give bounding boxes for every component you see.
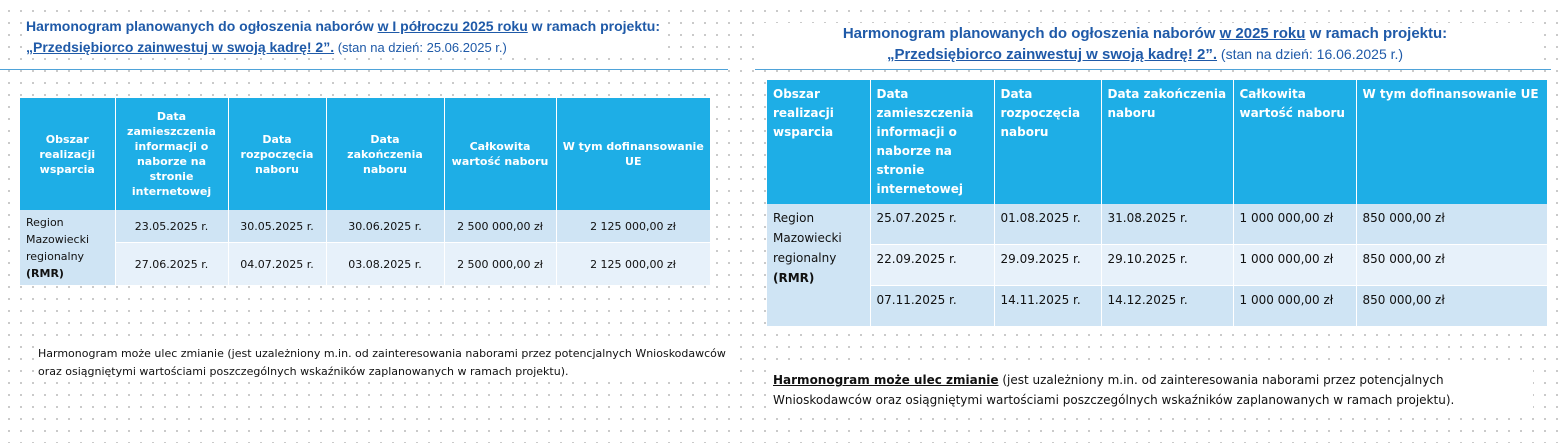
cell-start: 30.05.2025 r. <box>228 210 326 243</box>
schedule-note <box>773 370 1533 410</box>
cell-end: 14.12.2025 r. <box>1101 286 1233 327</box>
cell-total: 1 000 000,00 zł <box>1233 204 1356 245</box>
cell-eu: 2 125 000,00 zł <box>556 243 710 286</box>
title-text-end: w ramach projektu: <box>1305 25 1448 42</box>
region-name: Region Mazowiecki regionalny <box>26 216 90 263</box>
title-text: Harmonogram planowanych do ogłoszenia naborów <box>842 25 1220 42</box>
table-row <box>20 210 710 243</box>
table-row <box>20 243 710 286</box>
header-start: Data rozpoczęcia naboru <box>228 98 326 210</box>
cell-published: 27.06.2025 r. <box>115 243 228 286</box>
schedule-panel-first-half <box>0 0 740 443</box>
header-published: Data zamieszczenia informacji o naborze na stronie internetowej <box>115 98 228 210</box>
cell-eu: 850 000,00 zł <box>1356 245 1547 286</box>
cell-published: 23.05.2025 r. <box>115 210 228 243</box>
title-text: Harmonogram planowanych do ogłoszenia naborów <box>26 18 378 34</box>
cell-eu: 2 125 000,00 zł <box>556 210 710 243</box>
cell-end: 03.08.2025 r. <box>326 243 444 286</box>
title-period: w 2025 roku <box>1219 25 1306 42</box>
table-row <box>767 245 1547 286</box>
region-cell <box>20 210 115 286</box>
header-eu: W tym dofinansowanie UE <box>1356 80 1547 204</box>
cell-published: 25.07.2025 r. <box>870 204 994 245</box>
cell-start: 29.09.2025 r. <box>994 245 1101 286</box>
header-end: Data zakończenia naboru <box>1101 80 1233 204</box>
header-end: Data zakończenia naboru <box>326 98 444 210</box>
title-divider <box>0 69 728 70</box>
cell-end: 30.06.2025 r. <box>326 210 444 243</box>
table-header-row <box>20 98 710 210</box>
cell-start: 04.07.2025 r. <box>228 243 326 286</box>
project-name: „Przedsiębiorco zainwestuj w swoją kadrę! 2”. <box>886 46 1218 63</box>
header-total: Całkowita wartość naboru <box>1233 80 1356 204</box>
schedule-table <box>20 98 711 286</box>
region-cell <box>767 204 870 327</box>
cell-start: 14.11.2025 r. <box>994 286 1101 327</box>
note-lead: Harmonogram może ulec zmianie <box>773 373 999 387</box>
schedule-note: Harmonogram może ulec zmianie (jest uzależniony m.in. od zainteresowania naborami przez potencjalnych Wnioskodawców oraz osiągniętymi wartościami poszczególnych wskaźników zaplanowanych w ramach projektu). <box>38 345 738 381</box>
cell-end: 29.10.2025 r. <box>1101 245 1233 286</box>
note-body: (jest uzależniony m.in. od zainteresowania naborami przez potencjalnych Wnioskodawców oraz osiągniętymi wartościami poszczególnych wskaźników zaplanowanych w ramach projektu). <box>773 373 1455 407</box>
cell-total: 1 000 000,00 zł <box>1233 245 1356 286</box>
table-row <box>767 204 1547 245</box>
status-date: (stan na dzień: 16.06.2025 r.) <box>1217 46 1404 62</box>
title-text-end: w ramach projektu: <box>527 18 661 34</box>
header-area: Obszar realizacji wsparcia <box>20 98 115 210</box>
project-name: „Przedsiębiorco zainwestuj w swoją kadrę! 2”. <box>26 39 335 55</box>
cell-total: 2 500 000,00 zł <box>444 243 556 286</box>
table-header-row <box>767 80 1547 204</box>
header-total: Całkowita wartość naboru <box>444 98 556 210</box>
header-published: Data zamieszczenia informacji o naborze na stronie internetowej <box>870 80 994 204</box>
cell-published: 07.11.2025 r. <box>870 286 994 327</box>
title-divider <box>755 69 1551 70</box>
schedule-panel-full-year <box>755 0 1558 443</box>
header-eu: W tym dofinansowanie UE <box>556 98 710 210</box>
region-code: (RMR) <box>26 267 64 280</box>
cell-eu: 850 000,00 zł <box>1356 286 1547 327</box>
status-date: (stan na dzień: 25.06.2025 r.) <box>334 40 507 55</box>
title-period: w I półroczu 2025 roku <box>377 18 528 34</box>
schedule-table <box>767 80 1548 327</box>
header-start: Data rozpoczęcia naboru <box>994 80 1101 204</box>
region-name: Region Mazowiecki regionalny <box>773 211 842 265</box>
region-code: (RMR) <box>773 271 815 285</box>
cell-end: 31.08.2025 r. <box>1101 204 1233 245</box>
header-area: Obszar realizacji wsparcia <box>767 80 870 204</box>
cell-eu: 850 000,00 zł <box>1356 204 1547 245</box>
cell-start: 01.08.2025 r. <box>994 204 1101 245</box>
schedule-title <box>26 16 660 58</box>
cell-total: 2 500 000,00 zł <box>444 210 556 243</box>
cell-published: 22.09.2025 r. <box>870 245 994 286</box>
schedule-title <box>755 23 1535 65</box>
cell-total: 1 000 000,00 zł <box>1233 286 1356 327</box>
table-row <box>767 286 1547 327</box>
